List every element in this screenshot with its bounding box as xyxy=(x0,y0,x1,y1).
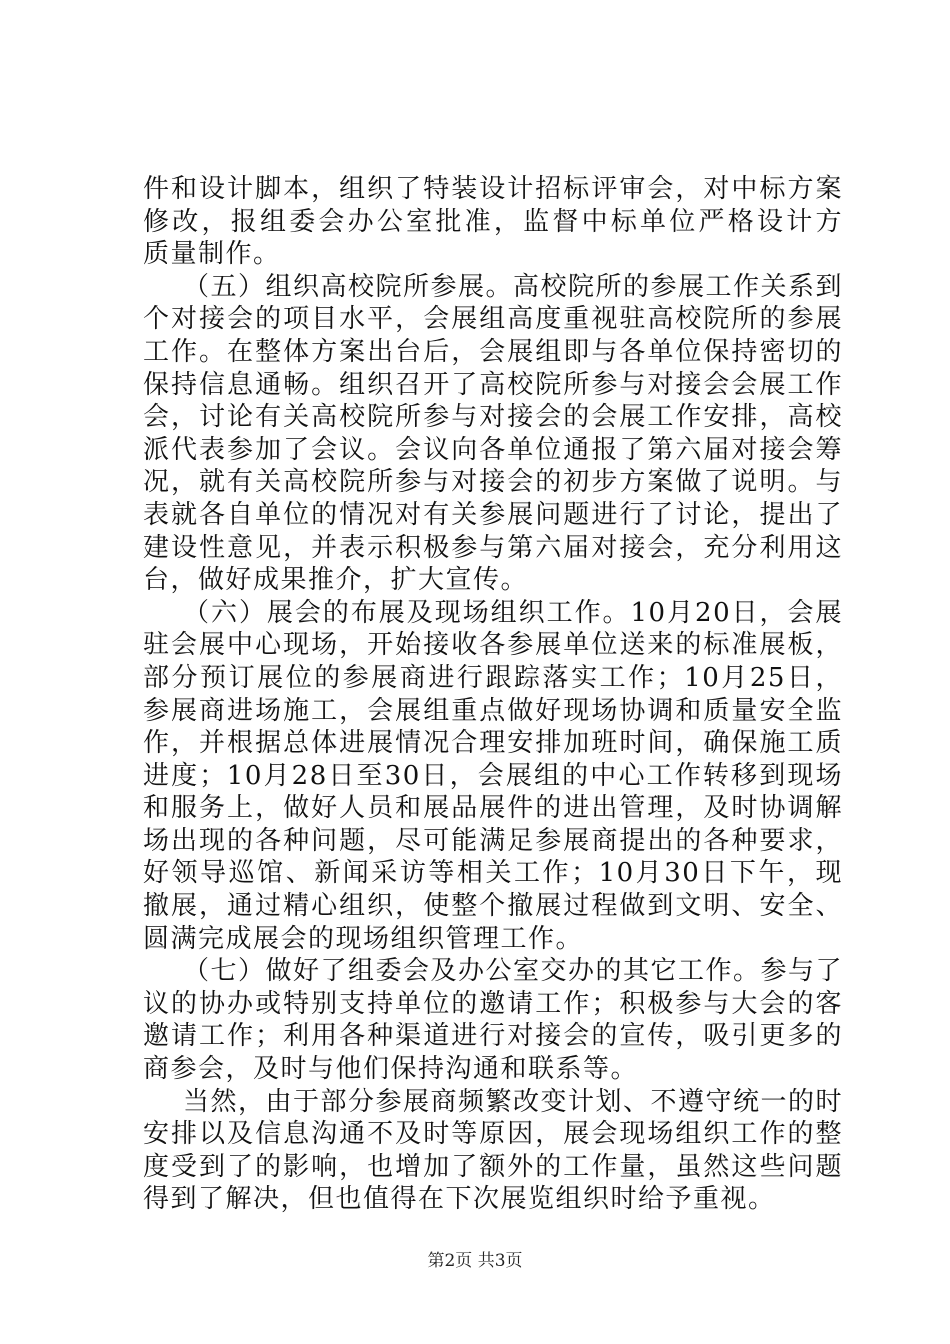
text-line: 商参会，及时与他们保持沟通和联系等。 xyxy=(143,1054,639,1085)
paragraph-start-line: 当然，由于部分参展商频繁改变计划、不遵守统一的时 xyxy=(183,1086,843,1117)
text-line: 台，做好成果推介，扩大宣传。 xyxy=(143,565,529,596)
text-line: 度受到了的影响，也增加了额外的工作量，虽然这些问题 xyxy=(143,1151,843,1182)
text-line: 参展商进场施工，会展组重点做好现场协调和质量安全监 xyxy=(143,695,843,726)
text-line: 建设性意见，并表示积极参与第六届对接会，充分利用这 xyxy=(143,532,843,563)
text-line: 派代表参加了会议。会议向各单位通报了第六届对接会筹 xyxy=(143,434,843,465)
text-line: 驻会展中心现场，开始接收各参展单位送来的标准展板， xyxy=(143,630,843,661)
text-line: 进度；10月28日至30日，会展组的中心工作转移到现场 xyxy=(143,760,843,791)
text-line: 个对接会的项目水平，会展组高度重视驻高校院所的参展 xyxy=(143,304,843,335)
text-line: 好领导巡馆、新闻采访等相关工作；10月30日下午，现 xyxy=(143,858,843,889)
text-line: 保持信息通畅。组织召开了高校院所参与对接会会展工作 xyxy=(143,369,843,400)
text-line: 圆满完成展会的现场组织管理工作。 xyxy=(143,923,584,954)
text-line: 安排以及信息沟通不及时等原因，展会现场组织工作的整 xyxy=(143,1119,843,1150)
text-line: 质量制作。 xyxy=(143,239,281,270)
text-line: 和服务上，做好人员和展品展件的进出管理，及时协调解 xyxy=(143,793,843,824)
text-line: 作，并根据总体进展情况合理安排加班时间，确保施工质 xyxy=(143,728,843,759)
text-line: 撤展，通过精心组织，使整个撤展过程做到文明、安全、 xyxy=(143,891,843,922)
text-line: 场出现的各种问题，尽可能满足参展商提出的各种要求， xyxy=(143,825,843,856)
text-line: 件和设计脚本，组织了特装设计招标评审会，对中标方案 xyxy=(143,174,843,204)
text-line: 修改，报组委会办公室批准，监督中标单位严格设计方 xyxy=(143,206,843,237)
paragraph-start-line: （五）组织高校院所参展。高校院所的参展工作关系到 xyxy=(183,271,843,302)
text-line: 得到了解决，但也值得在下次展览组织时给予重视。 xyxy=(143,1184,776,1215)
text-line: 表就各自单位的情况对有关参展问题进行了讨论，提出了 xyxy=(143,499,843,530)
text-line: 工作。在整体方案出台后，会展组即与各单位保持密切的 xyxy=(143,336,843,367)
paragraph-start-line: （七）做好了组委会及办公室交办的其它工作。参与了 xyxy=(183,956,843,987)
body-text xyxy=(143,173,843,1216)
text-line: 议的协办或特别支持单位的邀请工作；积极参与大会的客 xyxy=(143,988,843,1019)
paragraph-start-line: （六）展会的布展及现场组织工作。10月20日，会展 xyxy=(183,597,843,628)
text-line: 况，就有关高校院所参与对接会的初步方案做了说明。与 xyxy=(143,467,843,498)
text-line: 邀请工作；利用各种渠道进行对接会的宣传，吸引更多的 xyxy=(143,1021,843,1052)
text-line: 会，讨论有关高校院所参与对接会的会展工作安排，高校 xyxy=(143,402,843,433)
text-line: 部分预订展位的参展商进行跟踪落实工作；10月25日， xyxy=(143,662,843,693)
page-number-footer: 第2页 共3页 xyxy=(427,1251,523,1271)
